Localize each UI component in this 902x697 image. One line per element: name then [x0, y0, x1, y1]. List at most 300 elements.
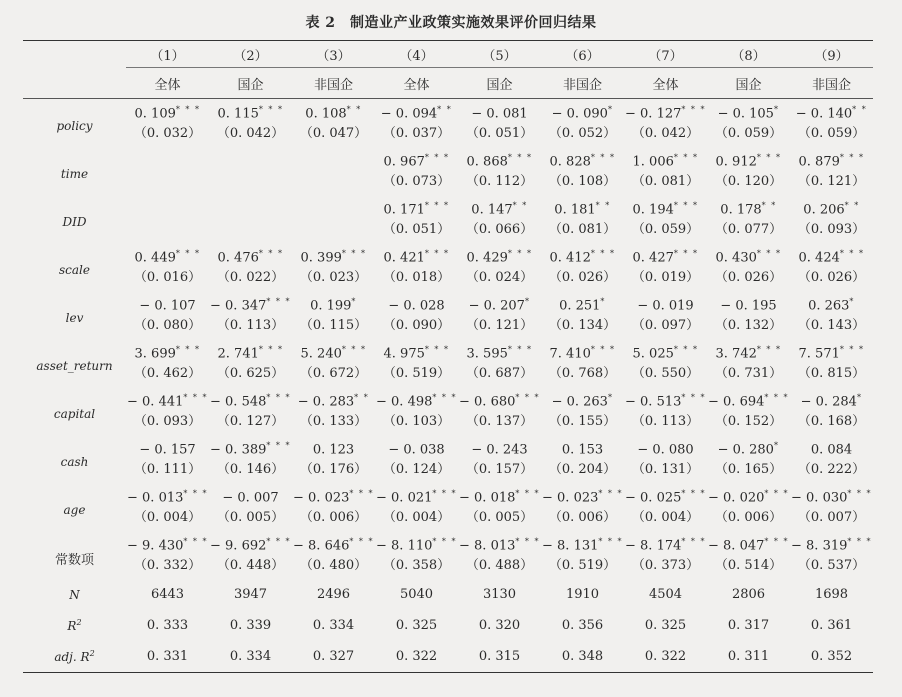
se-cell: （0. 121）: [797, 174, 866, 189]
column-sample: 国企: [707, 68, 790, 99]
coef-value: − 8. 131: [542, 538, 599, 554]
variable-label: DID: [62, 215, 87, 229]
coef-value: − 0. 283: [297, 394, 355, 410]
se-cell: （0. 358）: [382, 558, 451, 573]
coef-value: − 0. 263: [551, 394, 608, 410]
se-cell: （0. 121）: [465, 318, 534, 333]
coef-cell: [458, 483, 541, 506]
significance-stars: * * *: [258, 249, 284, 259]
coef-cell: [790, 99, 873, 123]
se-cell: （0. 077）: [714, 222, 783, 237]
column-sample: 国企: [458, 68, 541, 99]
coef-value: − 8. 047: [708, 538, 765, 554]
column-number: （1）: [126, 41, 209, 68]
se-cell: （0. 081）: [631, 174, 700, 189]
stat-cell: 0. 348: [541, 641, 624, 673]
significance-stars: * * *: [424, 249, 450, 259]
coef-cell: [209, 243, 292, 266]
coef-cell: [790, 435, 873, 458]
se-cell: （0. 018）: [382, 270, 451, 285]
coef-cell: [624, 435, 707, 458]
coef-value: − 0. 157: [139, 442, 196, 458]
se-cell: （0. 204）: [548, 462, 617, 477]
coef-value: − 0. 028: [388, 298, 445, 314]
significance-stars: * * *: [681, 393, 706, 403]
coef-value: 0. 412: [549, 250, 591, 266]
variable-label: asset_return: [36, 359, 113, 373]
stat-cell: 0. 322: [624, 641, 707, 673]
coef-cell: [790, 195, 873, 218]
stat-cell: 0. 311: [707, 641, 790, 673]
coef-value: − 8. 110: [376, 538, 433, 554]
coef-cell: [707, 243, 790, 266]
coef-value: 5. 025: [632, 346, 674, 362]
se-cell: （0. 007）: [797, 510, 866, 525]
significance-stars: *: [607, 105, 614, 115]
significance-stars: * * *: [598, 537, 623, 547]
coef-cell: [375, 147, 458, 170]
significance-stars: * * *: [839, 345, 865, 355]
se-cell: [292, 218, 375, 243]
coef-cell: [624, 147, 707, 170]
se-cell: （0. 097）: [631, 318, 700, 333]
stat-row: [23, 610, 873, 641]
sample-row: [23, 68, 873, 99]
coef-value: 0. 123: [312, 442, 355, 458]
significance-stars: * * *: [183, 393, 208, 403]
coef-row: [23, 243, 873, 266]
se-cell: （0. 146）: [216, 462, 285, 477]
coef-value: 0. 399: [300, 250, 342, 266]
coef-cell: [375, 435, 458, 458]
column-number: （4）: [375, 41, 458, 68]
se-cell: （0. 222）: [797, 462, 866, 477]
coef-value: − 0. 441: [127, 394, 184, 410]
coef-cell: [541, 243, 624, 266]
significance-stars: * * *: [183, 489, 208, 499]
stat-label: [23, 579, 126, 610]
se-cell: （0. 488）: [465, 558, 534, 573]
coef-cell: [292, 531, 375, 554]
coef-cell: [707, 147, 790, 170]
coef-cell: [707, 483, 790, 506]
coef-cell: [541, 291, 624, 314]
coef-value: 0. 912: [715, 154, 757, 170]
coef-value: 0. 153: [561, 442, 604, 458]
se-cell: （0. 137）: [465, 414, 534, 429]
se-cell: （0. 051）: [382, 222, 451, 237]
coef-cell: [126, 291, 209, 314]
coef-value: − 0. 347: [210, 298, 267, 314]
coef-cell: [292, 99, 375, 123]
se-cell: （0. 052）: [548, 126, 617, 141]
coef-cell: [624, 387, 707, 410]
coef-cell: [541, 387, 624, 410]
se-cell: （0. 004）: [133, 510, 202, 525]
se-cell: （0. 120）: [714, 174, 783, 189]
coef-value: 0. 449: [134, 250, 176, 266]
se-cell: （0. 731）: [714, 366, 783, 381]
coef-cell: [790, 531, 873, 554]
coef-cell: [458, 147, 541, 170]
coef-value: 5. 240: [300, 346, 342, 362]
coef-cell: [624, 99, 707, 123]
coef-value: − 0. 680: [459, 394, 516, 410]
se-cell: （0. 165）: [714, 462, 783, 477]
significance-stars: * * *: [266, 297, 291, 307]
coef-cell: [292, 339, 375, 362]
stat-cell: 0. 331: [126, 641, 209, 673]
significance-stars: * * *: [590, 153, 616, 163]
significance-stars: * * *: [673, 345, 699, 355]
coef-value: − 0. 140: [795, 106, 853, 122]
significance-stars: * *: [761, 201, 777, 211]
coef-value: 0. 429: [466, 250, 508, 266]
coef-cell: [292, 483, 375, 506]
se-cell: （0. 081）: [548, 222, 617, 237]
coef-cell: [375, 195, 458, 218]
coef-value: − 0. 019: [637, 298, 694, 314]
se-cell: （0. 448）: [216, 558, 285, 573]
se-cell: （0. 093）: [797, 222, 866, 237]
se-cell: （0. 143）: [797, 318, 866, 333]
stat-cell: 1910: [565, 587, 600, 602]
se-cell: （0. 373）: [631, 558, 700, 573]
coef-value: − 0. 243: [471, 442, 528, 458]
variable-label: capital: [53, 407, 96, 421]
coef-value: 2. 741: [217, 346, 259, 362]
coef-value: − 0. 080: [637, 442, 694, 458]
se-cell: （0. 006）: [548, 510, 617, 525]
coef-value: − 0. 694: [708, 394, 765, 410]
coef-value: 0. 206: [803, 202, 845, 218]
se-cell: （0. 113）: [216, 318, 285, 333]
coef-cell: [458, 531, 541, 554]
se-row: [23, 218, 873, 243]
se-row: [23, 170, 873, 195]
coef-cell: [624, 531, 707, 554]
coef-cell: [624, 195, 707, 218]
coef-value: − 0. 090: [551, 106, 608, 122]
variable-label: 常数项: [54, 552, 94, 568]
stat-row: [23, 641, 873, 673]
coef-value: 0. 194: [632, 202, 674, 218]
coef-cell: [375, 339, 458, 362]
se-cell: （0. 073）: [382, 174, 451, 189]
coef-row: [23, 387, 873, 410]
coef-cell: [375, 483, 458, 506]
table-body: [23, 99, 873, 673]
regression-table: [23, 40, 873, 673]
stub-header-blank: [23, 68, 126, 99]
significance-stars: * * *: [515, 393, 540, 403]
coef-cell: [458, 435, 541, 458]
coef-value: 0. 967: [383, 154, 425, 170]
coef-row: [23, 483, 873, 506]
se-cell: （0. 004）: [382, 510, 451, 525]
coef-cell: [126, 99, 209, 123]
coef-cell: [458, 195, 541, 218]
significance-stars: * * *: [266, 441, 291, 451]
coef-value: − 9. 692: [210, 538, 267, 554]
coef-cell: [209, 147, 292, 170]
coef-value: 3. 595: [466, 346, 508, 362]
significance-stars: * * *: [681, 489, 706, 499]
se-cell: （0. 133）: [299, 414, 368, 429]
significance-stars: *: [607, 393, 614, 403]
coef-value: 0. 879: [798, 154, 840, 170]
coef-cell: [458, 291, 541, 314]
se-cell: （0. 157）: [465, 462, 534, 477]
column-number: （8）: [707, 41, 790, 68]
significance-stars: * * *: [756, 249, 782, 259]
significance-stars: * * *: [839, 153, 865, 163]
se-cell: （0. 093）: [133, 414, 202, 429]
stat-cell: 0. 361: [810, 618, 853, 633]
variable-label: scale: [59, 263, 90, 277]
coef-value: 7. 571: [798, 346, 840, 362]
significance-stars: * * *: [681, 537, 706, 547]
coef-value: − 0. 127: [625, 106, 682, 122]
significance-stars: * * *: [598, 489, 623, 499]
coef-row: [23, 147, 873, 170]
coef-value: 0. 181: [554, 202, 596, 218]
coef-cell: [375, 531, 458, 554]
coef-value: 0. 424: [798, 250, 840, 266]
coef-cell: [707, 531, 790, 554]
coef-row: [23, 339, 873, 362]
stat-cell: 0. 325: [395, 618, 438, 633]
coef-cell: [126, 243, 209, 266]
significance-stars: * *: [354, 393, 370, 403]
coef-cell: [458, 243, 541, 266]
significance-stars: * *: [437, 105, 453, 115]
coef-row: [23, 195, 873, 218]
coef-value: − 0. 280: [717, 442, 774, 458]
se-cell: （0. 022）: [216, 270, 285, 285]
se-cell: （0. 625）: [216, 366, 285, 381]
coef-value: 0. 199: [310, 298, 352, 314]
se-cell: （0. 115）: [299, 318, 368, 333]
significance-stars: * * *: [507, 153, 533, 163]
se-cell: （0. 103）: [382, 414, 451, 429]
stat-cell: 0. 327: [292, 641, 375, 673]
se-cell: （0. 132）: [714, 318, 783, 333]
significance-stars: * * *: [507, 249, 533, 259]
coef-value: − 8. 174: [625, 538, 682, 554]
coef-value: − 0. 105: [717, 106, 774, 122]
coef-cell: [790, 147, 873, 170]
se-cell: （0. 051）: [465, 126, 534, 141]
column-number: （9）: [790, 41, 873, 68]
stat-label-text: R: [67, 619, 77, 633]
coef-value: − 0. 081: [471, 106, 528, 122]
significance-stars: * *: [346, 105, 362, 115]
coef-value: 7. 410: [549, 346, 591, 362]
se-cell: （0. 168）: [797, 414, 866, 429]
coef-cell: [624, 483, 707, 506]
se-cell: （0. 090）: [382, 318, 451, 333]
coef-cell: [458, 387, 541, 410]
significance-stars: * * *: [424, 153, 450, 163]
se-cell: [126, 170, 209, 195]
variable-label: cash: [60, 455, 89, 469]
coef-cell: [790, 243, 873, 266]
column-sample: 非国企: [541, 68, 624, 99]
significance-stars: * * *: [847, 489, 872, 499]
se-cell: （0. 127）: [216, 414, 285, 429]
variable-label: age: [63, 503, 86, 517]
significance-stars: * * *: [764, 489, 789, 499]
coef-value: − 8. 319: [791, 538, 848, 554]
se-cell: （0. 006）: [299, 510, 368, 525]
coef-value: − 9. 430: [127, 538, 184, 554]
significance-stars: * * *: [349, 537, 374, 547]
column-sample: 非国企: [292, 68, 375, 99]
coef-cell: [209, 435, 292, 458]
coef-value: 0. 109: [134, 106, 176, 122]
coef-value: − 0. 038: [388, 442, 445, 458]
se-cell: （0. 124）: [382, 462, 451, 477]
variable-label: time: [60, 167, 89, 181]
coef-cell: [541, 195, 624, 218]
se-cell: （0. 005）: [465, 510, 534, 525]
coef-cell: [707, 435, 790, 458]
coef-value: 0. 178: [720, 202, 762, 218]
coef-cell: [707, 387, 790, 410]
coef-value: − 0. 023: [293, 490, 350, 506]
se-row: [23, 266, 873, 291]
se-cell: （0. 112）: [465, 174, 534, 189]
stat-cell: 6443: [150, 587, 185, 602]
coef-value: 0. 084: [810, 442, 853, 458]
se-cell: （0. 024）: [465, 270, 534, 285]
coef-value: − 0. 094: [380, 106, 438, 122]
coef-cell: [209, 387, 292, 410]
significance-stars: * * *: [175, 105, 201, 115]
stat-cell: 0. 322: [375, 641, 458, 673]
stat-cell: 0. 315: [458, 641, 541, 673]
coef-cell: [707, 291, 790, 314]
se-cell: （0. 059）: [714, 126, 783, 141]
stat-cell: 0. 317: [727, 618, 770, 633]
coef-value: − 0. 548: [210, 394, 267, 410]
se-cell: （0. 023）: [299, 270, 368, 285]
coef-value: − 8. 013: [459, 538, 516, 554]
column-sample: 全体: [126, 68, 209, 99]
coef-value: 0. 147: [471, 202, 513, 218]
coef-cell: [541, 99, 624, 123]
significance-stars: * * *: [266, 537, 291, 547]
coef-value: 0. 251: [559, 298, 601, 314]
coef-value: − 0. 030: [791, 490, 848, 506]
se-cell: （0. 006）: [714, 510, 783, 525]
significance-stars: * *: [844, 201, 860, 211]
significance-stars: * * *: [515, 537, 540, 547]
variable-label: lev: [65, 311, 84, 325]
coef-cell: [707, 99, 790, 123]
se-cell: （0. 019）: [631, 270, 700, 285]
se-cell: （0. 047）: [299, 126, 368, 141]
se-cell: （0. 113）: [631, 414, 700, 429]
significance-stars: * * *: [258, 345, 284, 355]
significance-stars: * * *: [673, 249, 699, 259]
coef-value: − 0. 013: [127, 490, 184, 506]
stat-cell: 5040: [399, 587, 434, 602]
se-cell: （0. 042）: [631, 126, 700, 141]
coef-value: − 0. 020: [708, 490, 765, 506]
column-number: （5）: [458, 41, 541, 68]
significance-stars: * * *: [681, 105, 706, 115]
stat-cell: 0. 352: [790, 641, 873, 673]
se-cell: （0. 519）: [548, 558, 617, 573]
coef-cell: [209, 195, 292, 218]
se-row: [23, 122, 873, 147]
coef-value: 0. 263: [808, 298, 850, 314]
se-cell: （0. 176）: [299, 462, 368, 477]
coef-cell: [209, 99, 292, 123]
coef-row: [23, 291, 873, 314]
coef-row: [23, 99, 873, 123]
se-cell: （0. 131）: [631, 462, 700, 477]
coef-cell: [126, 339, 209, 362]
coef-cell: [292, 195, 375, 218]
stat-cell: 3130: [482, 587, 517, 602]
coef-cell: [707, 195, 790, 218]
significance-stars: * * *: [756, 153, 782, 163]
se-cell: （0. 004）: [631, 510, 700, 525]
coef-cell: [458, 339, 541, 362]
significance-stars: * * *: [673, 201, 699, 211]
coef-value: 0. 115: [217, 106, 259, 122]
coef-cell: [375, 291, 458, 314]
stat-label: [23, 641, 126, 673]
significance-stars: * * *: [839, 249, 865, 259]
significance-stars: * * *: [673, 153, 699, 163]
table-title: 表 2 制造业产业政策实施效果评价回归结果: [305, 15, 597, 31]
coef-value: 3. 699: [134, 346, 176, 362]
coef-value: − 0. 025: [625, 490, 682, 506]
coef-cell: [209, 483, 292, 506]
se-cell: （0. 042）: [216, 126, 285, 141]
coef-cell: [541, 339, 624, 362]
se-cell: （0. 768）: [548, 366, 617, 381]
stat-label-text: N: [69, 587, 80, 602]
se-row: [23, 362, 873, 387]
significance-stars: *: [600, 297, 606, 307]
se-row: [23, 314, 873, 339]
stat-cell: 0. 334: [312, 618, 355, 633]
se-cell: （0. 514）: [714, 558, 783, 573]
coef-cell: [541, 435, 624, 458]
se-cell: （0. 687）: [465, 366, 534, 381]
significance-stars: *: [773, 105, 780, 115]
coef-value: − 0. 513: [625, 394, 682, 410]
coef-cell: [624, 243, 707, 266]
se-cell: （0. 537）: [797, 558, 866, 573]
se-row: [23, 410, 873, 435]
coef-cell: [541, 483, 624, 506]
stat-cell: 2496: [316, 587, 351, 602]
significance-stars: * * *: [764, 393, 789, 403]
coef-value: 0. 171: [383, 202, 425, 218]
significance-stars: * * *: [764, 537, 789, 547]
significance-stars: * * *: [590, 249, 616, 259]
coef-value: − 0. 107: [139, 298, 196, 314]
coef-value: 0. 427: [632, 250, 674, 266]
se-cell: （0. 059）: [631, 222, 700, 237]
coef-cell: [292, 147, 375, 170]
